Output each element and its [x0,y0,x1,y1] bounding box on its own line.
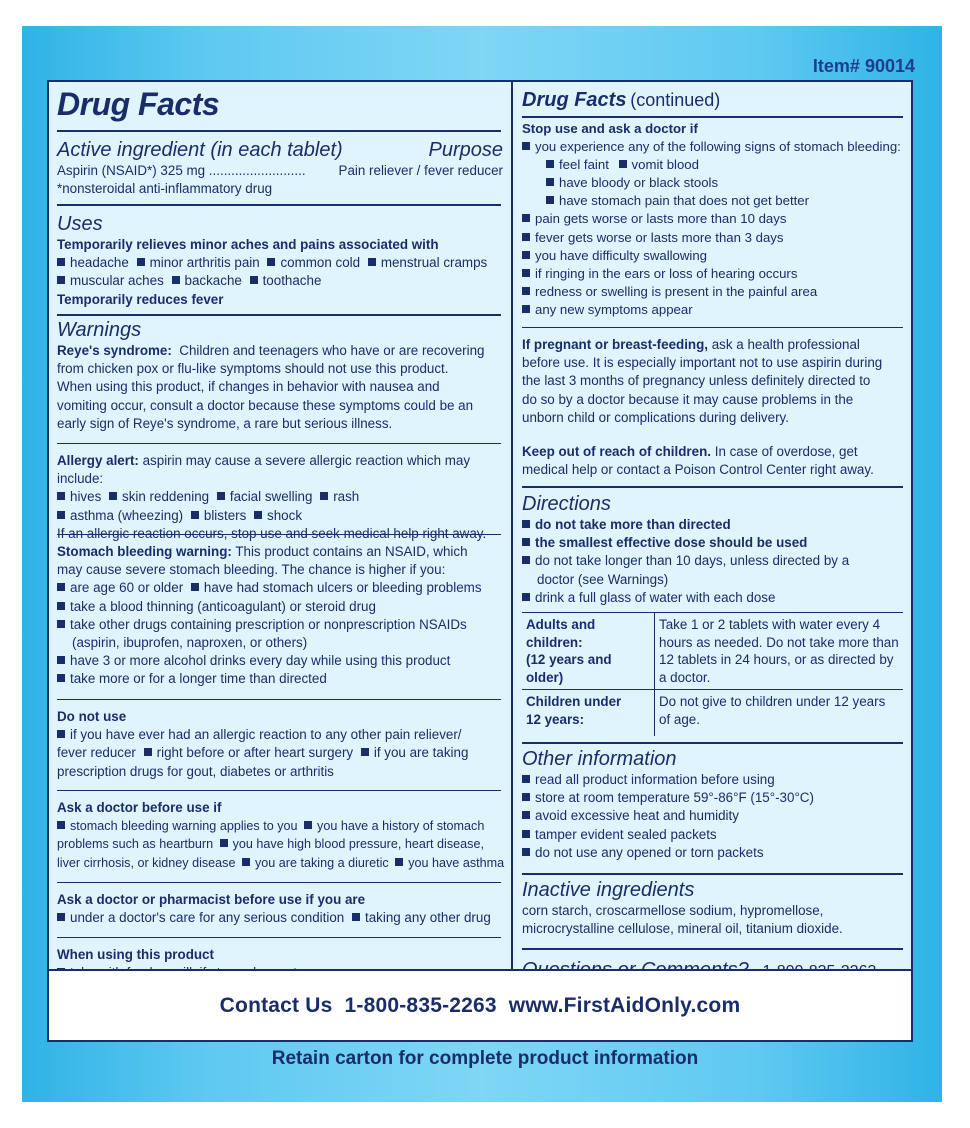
bullet-icon [522,556,530,564]
bullet-icon [57,602,65,610]
divider [57,937,501,938]
bullet-icon [368,258,376,266]
rule [522,873,903,875]
divider [57,534,501,535]
keep-out-section: Keep out of reach of children. In case of overdose, get medical help or contact a Poison Control Center right away. [522,444,874,478]
uses-section [57,212,503,309]
ask-doctor-heading: Ask a doctor before use if [57,800,222,815]
bullet-icon [191,583,199,591]
bullet-icon [57,276,65,284]
bullet-icon [522,520,530,528]
uses-outro: Temporarily reduces fever [57,291,224,307]
other-information-section: Other information read all product information before using store at room temperature 59°-86°F (15°-30°C) avoid excessive heat and humidity tamper evident sealed packets do not use any opened or torn packets [522,747,903,862]
bullet-icon [522,269,530,277]
divider [522,327,903,328]
bullet-icon [57,583,65,591]
bullet-icon [57,674,65,682]
right-column [513,82,911,969]
bullet-icon [220,839,228,847]
keep-out-label: Keep out of reach of children. [522,444,711,459]
left-column [49,82,513,969]
contact-phone: 1-800-835-2263 [344,993,497,1017]
use-item: muscular aches [70,273,164,289]
rule [522,486,903,488]
bullet-icon [109,492,117,500]
uses-heading: Uses [57,213,103,235]
allergy-alert-section: Allergy alert: aspirin may cause a severe allergic reaction which may include: hives skin reddening facial swelling rash asthma (wheezing) blisters shock If an allergic reaction occurs, stop use and seek medical help right away. [57,453,487,541]
bullet-icon [522,233,530,241]
bullet-icon [619,160,627,168]
do-not-use-heading: Do not use [57,709,127,724]
stomach-bleeding-section: Stomach bleeding warning: This product contains an NSAID, which may cause severe stomach bleeding. The chance is higher if you: are age 60 or older have had stomach ulcers or bleeding problems take a blood thinning (anticoagulant) or steroid drug take other drugs containing prescription or nonprescription NSAIDs (aspirin, ibuprofen, naproxen, or others) have 3 or more alcohol drinks every day while using this product take more or for a longer time than directed [57,544,482,687]
dosage-table [522,612,903,736]
divider [57,443,501,444]
rule [57,204,501,206]
use-item: headache [70,255,129,271]
ask-doctor-section: Ask a doctor before use if stomach bleeding warning applies to you you have a history of stomach problems such as heartburn you have high blood pressure, heart disease, liver cirrhosis, or kidney disease you are taking a diuretic you have asthma [57,800,505,870]
bullet-icon [522,538,530,546]
directions-section: Directions do not take more than directed the smallest effective dose should be used do not take longer than 10 days, unless directed by a doctor (see Warnings) drink a full glass of water with each dose [522,492,903,607]
bullet-icon [57,730,65,738]
bullet-icon [320,492,328,500]
table-row: Children under 12 years: Do not give to children under 12 years of age. [522,690,903,737]
bullet-icon [546,196,554,204]
allergy-label: Allergy alert: [57,453,139,468]
continued-title: Drug Facts (continued) [522,89,721,111]
bullet-icon [522,775,530,783]
ask-pharmacist-section: Ask a doctor or pharmacist before use if you are under a doctor's care for any serious condition taking any other drug [57,891,503,927]
inactive-ingredients-section: Inactive ingredients corn starch, croscarmellose sodium, hypromellose, microcrystalline cellulose, mineral oil, titanium dioxide. [522,878,903,938]
bullet-icon [546,178,554,186]
item-number: Item# 90014 [812,56,915,76]
bullet-icon [144,748,152,756]
use-item: toothache [262,273,322,289]
pregnant-label: If pregnant or breast-feeding, [522,337,708,352]
bullet-icon [522,793,530,801]
use-item: backache [184,273,242,289]
reye-label: Reye's syndrome: [57,343,172,358]
rule [522,948,903,950]
drug-facts-title: Drug Facts [57,86,220,122]
bullet-icon [172,276,180,284]
table-row: Adults and children: (12 years and older) Take 1 or 2 tablets with water every 4 hours as needed. Do not take more than 12 tablets in 24 hours, or as directed by a doctor. [522,613,903,690]
rule [522,116,903,118]
use-item: common cold [280,255,361,271]
warnings-heading: Warnings [57,319,142,341]
divider [57,882,501,883]
bullet-icon [57,656,65,664]
contact-label: Contact Us [219,993,333,1017]
stop-use-heading: Stop use and ask a doctor if [522,121,698,136]
bullet-icon [522,142,530,150]
bullet-icon [304,821,312,829]
bullet-icon [522,848,530,856]
bullet-icon [254,511,262,519]
bullet-icon [191,511,199,519]
bullet-icon [522,287,530,295]
bullet-icon [522,593,530,601]
bullet-icon [57,913,65,921]
use-item: minor arthritis pain [149,255,260,271]
bullet-icon [546,160,554,168]
rule [57,314,501,316]
bullet-icon [57,821,65,829]
bullet-icon [352,913,360,921]
footnote: *nonsteroidal anti-inflammatory drug [57,181,273,197]
ingredient: Aspirin (NSAID*) 325 mg .......................... [57,163,306,178]
bullet-icon [395,858,403,866]
bullet-icon [217,492,225,500]
rule [57,130,501,132]
bullet-icon [522,811,530,819]
when-using-heading: When using this product [57,947,214,962]
contact-bar [49,969,911,1040]
stomach-label: Stomach bleeding warning: [57,544,232,559]
active-ingredient-heading: Active ingredient (in each tablet) [57,139,343,161]
contact-website: www.FirstAidOnly.com [508,993,741,1017]
pregnant-section: If pregnant or breast-feeding, ask a health professional before use. It is especially important not to use aspirin during the last 3 months of pregnancy unless definitely directed to do so by a doctor because it may cause problems in the unborn child or complications during delivery. [522,337,883,425]
bullet-icon [522,251,530,259]
retain-carton-notice: Retain carton for complete product information [271,1048,699,1069]
bullet-icon [267,258,275,266]
bullet-icon [361,748,369,756]
rule [522,742,903,744]
divider [57,699,501,700]
bullet-icon [522,830,530,838]
do-not-use-section: Do not use if you have ever had an allergic reaction to any other pain reliever/ fever reducer right before or after heart surgery if you are taking prescription drugs for gout, diabetes or arthritis [57,708,503,781]
use-item: menstrual cramps [380,255,488,271]
bullet-icon [242,858,250,866]
bullet-icon [137,258,145,266]
purpose: Pain reliever / fever reducer [338,163,503,178]
bullet-icon [522,214,530,222]
bullet-icon [57,258,65,266]
warnings-section: Warnings Reye's syndrome: Children and teenagers who have or are recovering from chicken pox or flu-like symptoms should not use this product. When using this product, if changes in behavior with nausea and vomiting occur, consult a doctor because these symptoms could be an early sign of Reye's syndrome, a rare but serious illness. [57,318,503,433]
directions-heading: Directions [522,493,611,515]
drug-facts-panel [47,80,913,1042]
active-ingredient-section [57,138,503,198]
other-info-heading: Other information [522,748,677,770]
bullet-icon [57,511,65,519]
bullet-icon [250,276,258,284]
bullet-icon [522,305,530,313]
bullet-icon [57,492,65,500]
inactive-heading: Inactive ingredients [522,879,695,901]
bullet-icon [57,620,65,628]
ask-pharmacist-heading: Ask a doctor or pharmacist before use if you are [57,892,366,907]
stop-use-section: Stop use and ask a doctor if you experience any of the following signs of stomach bleeding: feel faint vomit blood have bloody or black stools have stomach pain that does not get better pain gets worse or lasts more than 10 days fever gets worse or lasts more than 3 days you have difficulty swallowing if ringing in the ears or loss of hearing occurs redness or swelling is present in the painful area any new symptoms appear [522,120,903,319]
purpose-heading: Purpose [428,139,503,161]
divider [57,790,501,791]
uses-intro: Temporarily relieves minor aches and pains associated with [57,237,439,252]
